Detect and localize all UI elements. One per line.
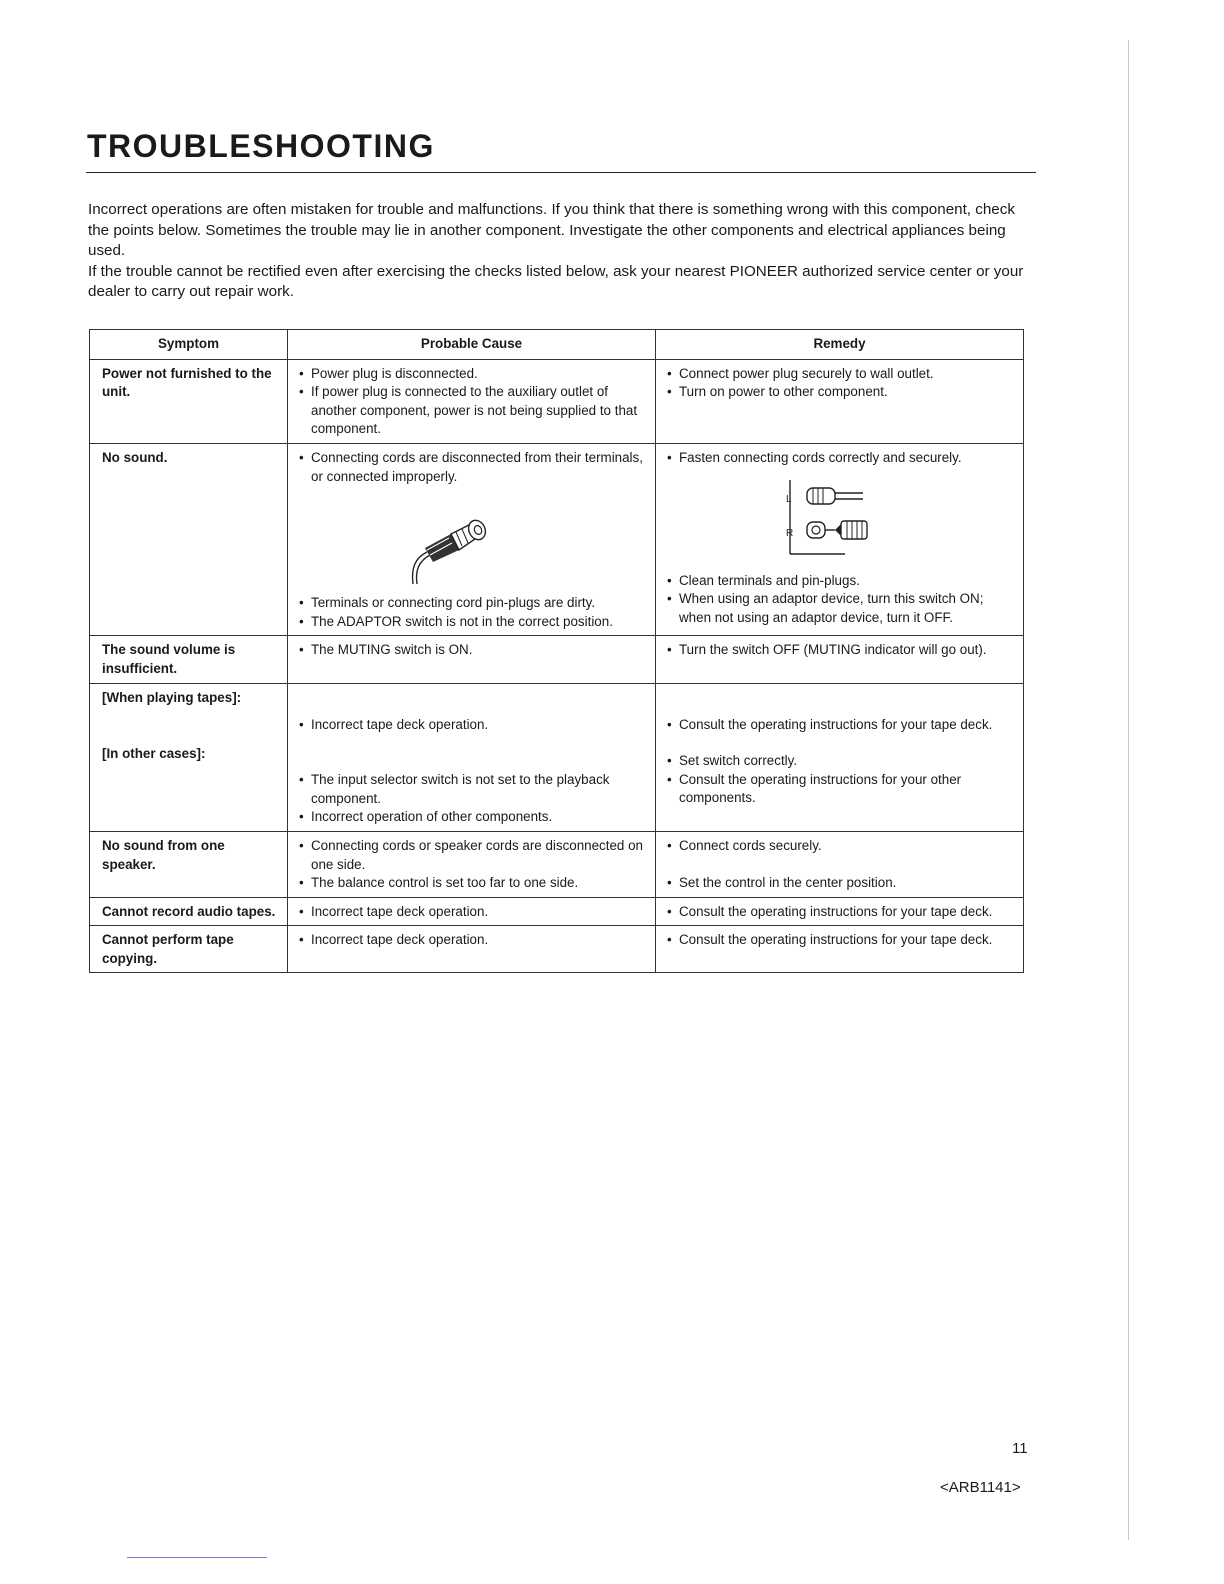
intro-paragraph-1: Incorrect operations are often mistaken for trouble and malfunctions. If you think that there is something wrong with this component, check the points below. Sometimes the trouble may lie in another component. Investigate the other components and electrical appliances being used. [88, 201, 1015, 259]
remedy-item: • Connect power plug securely to wall outlet. [667, 365, 1015, 384]
symptom-cell: No sound from one speaker. [90, 831, 288, 897]
remedy-cell [656, 359, 1024, 443]
cause-cell [288, 683, 656, 831]
remedy-item: • Turn on power to other component. [667, 383, 1015, 402]
remedy-cell [656, 897, 1024, 926]
symptom-cell: The sound volume is insufficient. [90, 636, 288, 683]
cause-cell [288, 926, 656, 973]
cause-item: • Incorrect tape deck operation. [299, 903, 647, 922]
intro-paragraph-2: If the trouble cannot be rectified even after exercising the checks listed below, ask your nearest PIONEER authorized service center or your dealer to carry out repair work. [88, 262, 1024, 300]
cause-item: • The balance control is set too far to one side. [299, 874, 647, 893]
remedy-cell [656, 926, 1024, 973]
remedy-item: • Turn the switch OFF (MUTING indicator will go out). [667, 641, 1015, 660]
table-row [90, 897, 1024, 926]
remedy-item: • Set the control in the center position. [667, 874, 1015, 893]
cause-item: • The ADAPTOR switch is not in the correct position. [299, 613, 647, 632]
troubleshooting-table [89, 329, 1024, 973]
remedy-item: • Consult the operating instructions for your tape deck. [667, 903, 1015, 922]
cause-cell [288, 636, 656, 683]
symptom-cell: No sound. [90, 443, 288, 635]
page-number: 11 [1012, 1440, 1028, 1457]
lr-connection-illustration [777, 474, 877, 564]
scan-edge-line [1128, 40, 1129, 1540]
intro-text [88, 200, 1028, 303]
symptom-cell: Cannot record audio tapes. [90, 897, 288, 926]
remedy-cell [656, 683, 1024, 831]
cause-cell [288, 831, 656, 897]
remedy-item: • Consult the operating instructions for your other components. [667, 771, 1015, 808]
table-row [90, 831, 1024, 897]
table-header-row [90, 330, 1024, 360]
header-symptom: Symptom [90, 330, 288, 360]
symptom-in-other-cases: [In other cases]: [102, 746, 206, 762]
cause-item: • The MUTING switch is ON. [299, 641, 647, 660]
cause-item: • Connecting cords are disconnected from their terminals, or connected improperly. [299, 449, 647, 486]
table-row [90, 926, 1024, 973]
cause-item: • Incorrect tape deck operation. [299, 716, 647, 735]
title-rule [86, 172, 1036, 173]
page-title: TROUBLESHOOTING [87, 128, 435, 164]
header-probable-cause: Probable Cause [288, 330, 656, 360]
remedy-item: • Connect cords securely. [667, 837, 1015, 856]
table-row [90, 359, 1024, 443]
footer-rule [127, 1557, 267, 1558]
pin-plug-illustration [399, 504, 509, 586]
cause-item: • Power plug is disconnected. [299, 365, 647, 384]
cause-item: • Terminals or connecting cord pin-plugs are dirty. [299, 594, 647, 613]
document-code: <ARB1141> [940, 1479, 1021, 1496]
right-channel-label: R [786, 527, 794, 539]
symptom-cell: Cannot perform tape copying. [90, 926, 288, 973]
header-remedy: Remedy [656, 330, 1024, 360]
remedy-item: • Set switch correctly. [667, 752, 1015, 771]
remedy-item: • Consult the operating instructions for your tape deck. [667, 931, 1015, 950]
remedy-cell [656, 443, 1024, 635]
remedy-cell [656, 636, 1024, 683]
cause-item: • The input selector switch is not set to the playback component. [299, 771, 647, 808]
remedy-item: • Clean terminals and pin-plugs. [667, 572, 1015, 591]
cause-item: • Incorrect tape deck operation. [299, 931, 647, 950]
symptom-cell [90, 683, 288, 831]
left-channel-label: L [786, 493, 792, 505]
cause-cell [288, 443, 656, 635]
cause-cell [288, 897, 656, 926]
cause-cell [288, 359, 656, 443]
remedy-item: • Fasten connecting cords correctly and securely. [667, 449, 1015, 468]
cause-item: • If power plug is connected to the auxiliary outlet of another component, power is not being supplied to that component. [299, 383, 647, 439]
remedy-item: • Consult the operating instructions for your tape deck. [667, 716, 1015, 735]
cause-item: • Connecting cords or speaker cords are disconnected on one side. [299, 837, 647, 874]
cause-item: • Incorrect operation of other components. [299, 808, 647, 827]
remedy-item: • When using an adaptor device, turn this switch ON; when not using an adaptor device, turn it OFF. [667, 590, 1015, 627]
table-row [90, 683, 1024, 831]
symptom-cell: Power not furnished to the unit. [90, 359, 288, 443]
symptom-when-playing-tapes: [When playing tapes]: [102, 689, 242, 705]
remedy-cell [656, 831, 1024, 897]
table-row [90, 443, 1024, 635]
table-row [90, 636, 1024, 683]
